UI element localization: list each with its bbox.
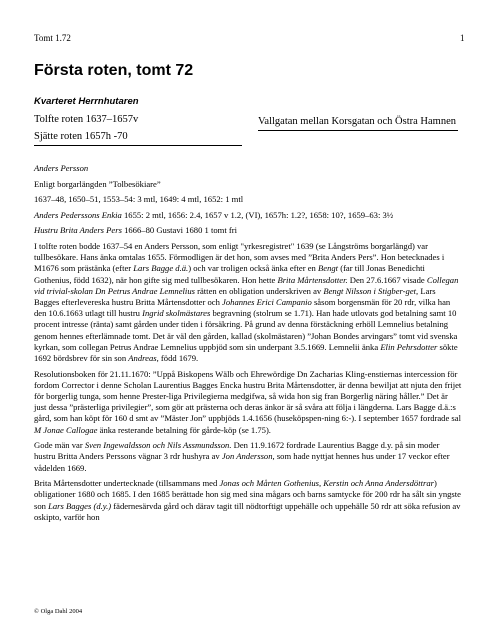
owner-name: Anders Persson <box>34 163 89 173</box>
para-text: , som hade nyttjat hennes hus under 17 veckor efter vådelden 1669. <box>34 451 450 473</box>
paragraph-1 <box>34 241 462 364</box>
document-body <box>34 163 462 527</box>
tax-years-line: 1637–48, 1650–51, 1553–54: 3 mtl, 1649: 4 mtl, 1652: 1 mtl <box>34 194 244 205</box>
borgar-line: Enligt borgarlängden ”Tolbesökiare” <box>34 178 161 189</box>
para-italic: Lars Bagges (d.y.) <box>48 500 112 511</box>
para-text: såsom borgensmän för 20 rdr, vilka han den 10.6.1663 utlagt till hustru <box>34 296 451 319</box>
hustru-line <box>34 225 462 236</box>
para-italic: Elin Pehrsdotter <box>380 341 438 352</box>
paragraph-3 <box>34 440 462 474</box>
para-italic: Ingrid skolmästares <box>142 308 211 319</box>
hustru-years: 1666–80 Gustavi 1680 1 tomt fri <box>121 225 237 236</box>
widow-years: 1655: 2 mtl, 1656: 2.4, 1657 v 1.2, (VI), 1657h: 1.2?, 1658: 10?, 1659–63: 3½ <box>121 209 394 220</box>
location-column <box>258 111 458 131</box>
location-text: Vallgatan mellan Korsgatan och Östra Hamnen <box>258 111 458 131</box>
para-italic: Collegan vid trivial-skolan Dn Petrus Andrae Lemnelius <box>34 274 459 296</box>
rote-column <box>34 111 242 146</box>
para-text: sökte 1692 bördsbrev för sin son <box>34 341 458 363</box>
widow-line <box>34 210 462 221</box>
para-text: ) obligationer 1680 och 1685. I den 1685 berättade hon sig med sina mågars och barns samtycke för 200 rdr ha sålt sin yngste son <box>34 478 461 511</box>
info-table <box>34 111 462 155</box>
rote-line-2: Sjätte roten 1657h -70 <box>34 128 242 146</box>
hustru-name: Hustru Brita Anders Pers <box>34 225 122 236</box>
para-italic: Sven Ingewaldsson och Nils Assmundsson. <box>84 440 232 451</box>
para-italic: Lars Bagge d.ä. <box>133 263 189 274</box>
para-italic: Jon Andersson <box>221 451 273 462</box>
page-subtitle: Kvarteret Herrnhutaren <box>34 96 139 107</box>
para-text: rätten en obligation underskriven av <box>194 285 324 296</box>
para-text: fädernesärvda gård och därav tagit till nödtorftigt uppehälle och uppehälle 50 rdr att söka refusion av oskipto, varför hon <box>34 500 461 522</box>
running-header-left: Tomt 1.72 <box>34 33 71 43</box>
para-italic: Andreas <box>128 353 157 363</box>
paragraph-2 <box>34 369 462 436</box>
para-text: ) och var troligen också änka efter en <box>188 263 319 274</box>
para-text: , Lars Bagges efterlevereska hustru Britta Mårtensdotter och <box>34 285 436 307</box>
para-text: Den 11.9.1672 fordrade Laurentius Bagge d.y. på sin moder hustru Britta Anders Perssons vägnar 3 rdr hushyra av <box>34 440 440 462</box>
rote-line-1: Tolfte roten 1637–1657v <box>34 114 139 125</box>
para-italic: Johannes Erici Campanio <box>222 296 312 307</box>
para-italic: Jonas och Mårten Gothenius, Kerstin och Anna Andersdöttrar <box>219 478 434 489</box>
para-text: , född 1679. <box>156 353 199 363</box>
widow-name: Anders Pederssons Enkia <box>34 209 122 220</box>
para-text: änka resterande betalning för gårde-köp (se 1.75). <box>97 424 271 435</box>
page-title: Första roten, tomt 72 <box>34 62 194 79</box>
para-text: Gode män var <box>34 440 85 451</box>
para-italic: Brita Mårtensdotter. <box>277 274 348 285</box>
para-text: begravning (stolrum se 1.71). Han hade utlovats god betalning samt 10 procent intresse (ränta) samt gården under tiden i försäkring. På grund av denna förstäckning erhöll Lemnelius betalning genom hennes efterlämnade tomt. Det är väl den gården, kallad (skolmästaren) ”Johan Bondes arvingars” tomt vid svenska kyrkan, som collegan Petrus Andrae Lemnelius uppbjöd som sin underpant 3.5.1669. Lemnelii änka <box>34 308 458 352</box>
para-text: I tolfte roten bodde 1637–54 en Anders Persson, som enligt "yrkesregistret" 1639 (se Långströms borgarlängd) var tullbesökare. Hans änka omtalas 1655. Förmodligen är det hon, som avses med ”Brita Anders Pers”. Hon betecknades i M1676 som prästänka (efter <box>34 240 445 274</box>
para-text: Resolutionsboken för 21.11.1670: ”Uppå Biskopens Wälb och Ehrewördige Dn Zacharias Kling-enstiernas intercession för fordom Corrector i denne Scholan Laurentius Bagges Encka hustru Brita Mårtensdotter, är denna bewiljat att njuta den frijet för borgerlig tunga, som henne Prester-liga Privilegierna medgifwa, så wida hon sig fran Borgerlig näring håller.” Det är just dessa ”prästerliga privilegier”, som gör att prästerna och deras änkor är så svåra att följa i längderna. Lars Bagge d.ä.:s gård, som han köpt för 160 d smt av ”Mäster Jon” uppbjöds 1.4.1656 (huseköpspen-ning 6:-). I september 1657 fordrade sal <box>34 368 462 424</box>
page-number: 1 <box>460 33 465 43</box>
para-italic: M Jonae Callogae <box>34 424 98 435</box>
para-italic: Bengt Nilsson i Stigber-get <box>323 285 417 296</box>
para-text: Den 27.6.1667 visade <box>347 274 427 285</box>
para-text: Brita Mårtensdotter undertecknade (tillsammans med <box>34 478 220 489</box>
paragraph-4 <box>34 478 462 523</box>
para-text: (far till Jonas Benedichti Gothenius, född 1632), när hon gifte sig med tullbesökaren. Hon hette <box>34 263 425 285</box>
para-italic: Bengt <box>318 263 339 274</box>
copyright-footer: © Olga Dahl 2004 <box>34 608 83 615</box>
